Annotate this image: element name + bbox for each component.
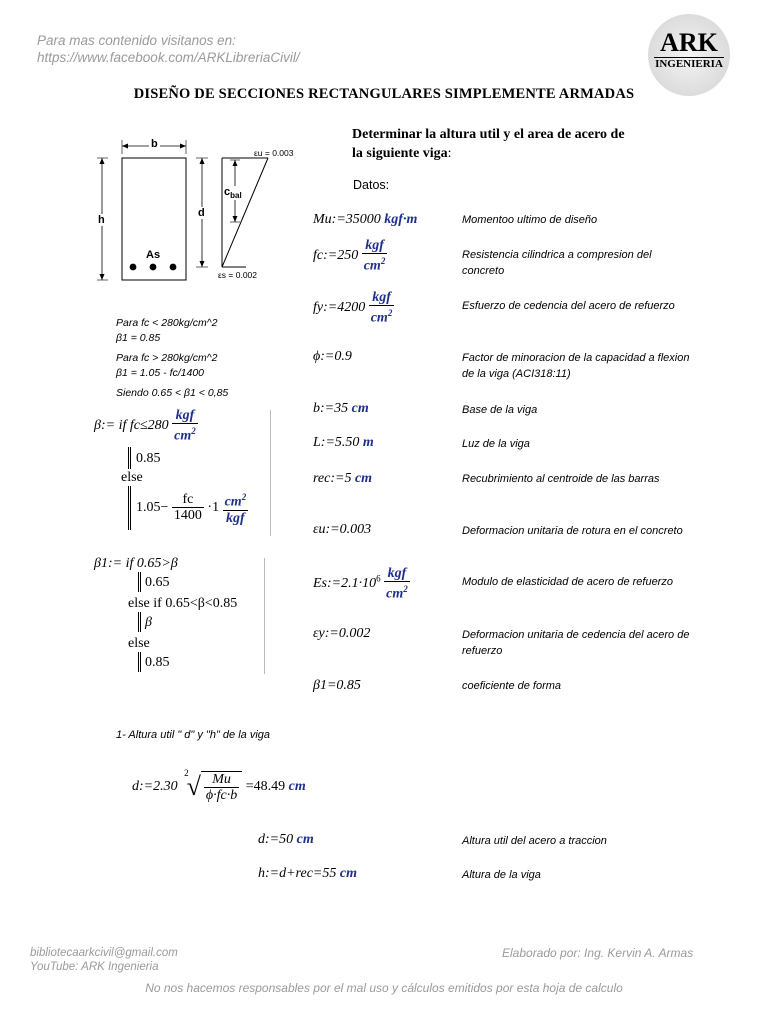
footer-disclaimer: No nos hacemos responsables por el mal uso y cálculos emitidos por esta hoja de calculo: [145, 981, 623, 995]
row-rec-lhs: rec:=5: [313, 471, 352, 486]
label-h: h: [98, 214, 105, 226]
row-es-unit-exp: 2: [403, 584, 408, 594]
h-desc: Altura de la viga: [462, 869, 541, 881]
beta1-v3-bar: [138, 652, 141, 672]
beta1-v2-bar: [138, 612, 141, 632]
d-formula-unit: cm: [288, 779, 306, 794]
d-root-index: 2: [184, 768, 189, 778]
h-eq: [258, 866, 357, 882]
note-beta1-low: β1 = 0.85: [116, 332, 161, 344]
beta-branch2: [136, 490, 248, 526]
row-b-unit: cm: [351, 401, 369, 416]
row-es-unit-den: [384, 582, 410, 602]
d-formula: [132, 768, 306, 803]
problem-heading-colon: :: [447, 146, 452, 161]
row-es-lhs: Es:=2.1·10: [313, 576, 377, 592]
problem-heading: [352, 125, 625, 163]
beam-section-diagram: [94, 130, 324, 290]
row-b-desc: Base de la viga: [462, 404, 538, 416]
beta-branch2-bar: [128, 486, 131, 530]
beta-else: else: [121, 470, 143, 485]
beta-expr-unit-num-text: cm: [224, 494, 242, 510]
row-fy-unit-exp: 2: [387, 308, 393, 318]
row-es-lhs-exp: 6: [376, 573, 381, 584]
footer-youtube: YouTube: ARK Ingenieria: [30, 961, 159, 973]
beta-unit-num: kgf: [172, 408, 198, 424]
problem-heading-line2-text: la siguiente viga: [352, 146, 448, 161]
beta1-v1-bar: [138, 572, 141, 592]
beta-unit-den-text: cm: [174, 428, 192, 444]
row-l-eq: [313, 435, 374, 451]
logo-main-text: ARK: [660, 28, 718, 57]
row-mu-unit: kgf·m: [384, 212, 418, 227]
row-fc-unit-den: [362, 254, 388, 274]
beta-branch1-bar: [128, 447, 131, 469]
d-root-den: ϕ·fc·b: [205, 787, 238, 803]
beta-definition: [94, 408, 198, 444]
row-es-eq: [313, 566, 410, 602]
h-unit: cm: [339, 866, 357, 881]
row-ey-eq: [313, 626, 370, 642]
label-cbal-c: c: [224, 186, 231, 198]
ark-logo: [648, 14, 730, 96]
logo-sub-text: INGENIERIA: [655, 58, 723, 70]
d-adopted-eq: [258, 832, 314, 848]
row-rec-desc: Recubrimiento al centroide de las barras: [462, 473, 660, 485]
d-radicand: [201, 771, 242, 803]
row-l-desc: Luz de la viga: [462, 438, 530, 450]
row-fy-unit-den: [369, 306, 395, 326]
beta1-line1: β1:= if 0.65>β: [94, 556, 178, 571]
row-b-eq: [313, 401, 369, 417]
row-fy-unit-num: kgf: [369, 290, 395, 306]
problem-heading-line2: [352, 144, 625, 163]
label-cbal-sub: bal: [230, 191, 242, 201]
row-fc-unit-exp: 2: [380, 256, 386, 266]
note-beta1-high: β1 = 1.05 - fc/1400: [116, 367, 205, 379]
row-mu-lhs: Mu:=35000: [313, 212, 381, 227]
beta-expr-unit-den: kgf: [226, 510, 245, 526]
beta-expr-unit-num: [223, 490, 249, 511]
row-phi-eq: [313, 349, 352, 365]
beta-expr-unit: [223, 490, 249, 526]
beta1-v3: 0.85: [145, 655, 170, 670]
row-eu-desc: Deformacion unitaria de rotura en el concreto: [462, 525, 683, 537]
row-beta1-eq: [313, 678, 361, 694]
row-fy-unit-den-text: cm: [370, 310, 388, 326]
row-fc-lhs: fc:=250: [313, 248, 359, 264]
row-rec-eq: [313, 471, 372, 487]
note-fc-high: Para fc > 280kg/cm^2: [116, 352, 218, 364]
row-eu-lhs: εu:=0.003: [313, 522, 372, 537]
row-beta1-lhs: β1=0.85: [313, 678, 361, 693]
beta-expr-pre: 1.05−: [136, 500, 169, 516]
d-formula-result: =48.49: [245, 779, 286, 794]
row-es-unit-den-text: cm: [386, 586, 404, 602]
label-eu: εu = 0.003: [254, 148, 294, 158]
row-fy-eq: [313, 290, 394, 326]
d-root-num: Mu: [204, 772, 239, 788]
beta1-block-guide: [264, 558, 265, 674]
footer-email[interactable]: bibliotecaarkcivil@gmail.com: [30, 947, 178, 959]
label-d: d: [198, 207, 205, 219]
beta-expr-mid: ·1: [207, 500, 220, 516]
beta-unit-den: [172, 424, 198, 444]
row-mu-eq: [313, 212, 417, 228]
row-ey-desc: Deformacion unitaria de cedencia del acero de refuerzo: [462, 629, 690, 657]
d-adopted-unit: cm: [296, 832, 314, 847]
beta-block-guide: [270, 410, 271, 536]
row-eu-eq: [313, 522, 371, 538]
note-range: Siendo 0.65 < β1 < 0,85: [116, 387, 229, 399]
row-fc-eq: [313, 238, 387, 274]
row-fc-desc: Resistencia cilindrica a compresion del concreto: [462, 249, 652, 277]
row-fy-unit: [369, 290, 395, 326]
row-fc-unit-num: kgf: [362, 238, 388, 254]
row-fc-unit: [362, 238, 388, 274]
beta-expr-unit-num-exp: 2: [241, 492, 247, 502]
h-lhs: h:=d+rec=55: [258, 866, 337, 881]
beta1-line2: else if 0.65<β<0.85: [128, 596, 238, 611]
row-phi-desc: Factor de minoracion de la capacidad a flexion de la viga (ACI318:11): [462, 352, 690, 380]
beta-expr-frac-num: fc: [172, 492, 204, 508]
label-as: As: [146, 249, 161, 261]
beta-expr-frac: [172, 492, 204, 523]
header-facebook-link[interactable]: https://www.facebook.com/ARKLibreriaCivil/: [37, 50, 300, 65]
beta-branch1: 0.85: [136, 451, 161, 466]
beta-notes: [116, 316, 228, 401]
row-fc-unit-den-text: cm: [363, 258, 381, 274]
beta-lhs: β:= if fc≤280: [94, 418, 169, 434]
row-b-lhs: b:=35: [313, 401, 349, 416]
d-root-frac: [204, 772, 239, 803]
row-mu-desc: Momentoo ultimo de diseño: [462, 214, 598, 226]
beta-unit: [172, 408, 198, 444]
beta1-v1: 0.65: [145, 575, 170, 590]
d-formula-lhs: d:=2.30: [132, 779, 178, 794]
row-es-unit: [384, 566, 410, 602]
d-adopted-lhs: d:=50: [258, 832, 294, 847]
header-promo-line: Para mas contenido visitanos en:: [37, 33, 236, 48]
sqrt-icon: √: [186, 771, 201, 801]
row-l-unit: m: [362, 435, 374, 450]
row-es-desc: Modulo de elasticidad de acero de refuerzo: [462, 576, 673, 588]
row-beta1-desc: coeficiente de forma: [462, 680, 562, 692]
label-cbal: [224, 186, 242, 200]
beta1-line3: else: [128, 636, 150, 651]
row-ey-lhs: εy:=0.002: [313, 626, 371, 641]
row-phi-lhs: ϕ:=0.9: [313, 349, 352, 364]
row-fy-lhs: fy:=4200: [313, 300, 366, 316]
d-adopted-desc: Altura util del acero a traccion: [462, 835, 607, 847]
row-l-lhs: L:=5.50: [313, 435, 360, 450]
label-es: εs = 0.002: [218, 270, 257, 280]
section1-heading: 1- Altura util " d" y "h" de la viga: [116, 729, 271, 741]
label-b: b: [151, 138, 158, 150]
footer-author: Elaborado por: Ing. Kervin A. Armas: [502, 946, 694, 960]
page-title: DISEÑO DE SECCIONES RECTANGULARES SIMPLEMENTE ARMADAS: [133, 86, 635, 102]
note-fc-low: Para fc < 280kg/cm^2: [116, 317, 218, 329]
row-es-unit-num: kgf: [384, 566, 410, 582]
beta-expr-frac-den: 1400: [173, 508, 202, 524]
beta1-v2: β: [145, 615, 152, 630]
problem-heading-line1: Determinar la altura util y el area de acero de: [352, 127, 625, 142]
row-rec-unit: cm: [354, 471, 373, 486]
datos-label: Datos:: [353, 178, 390, 192]
row-fy-desc: Esfuerzo de cedencia del acero de refuerzo: [462, 300, 675, 312]
beta-unit-den-exp: 2: [191, 426, 196, 436]
